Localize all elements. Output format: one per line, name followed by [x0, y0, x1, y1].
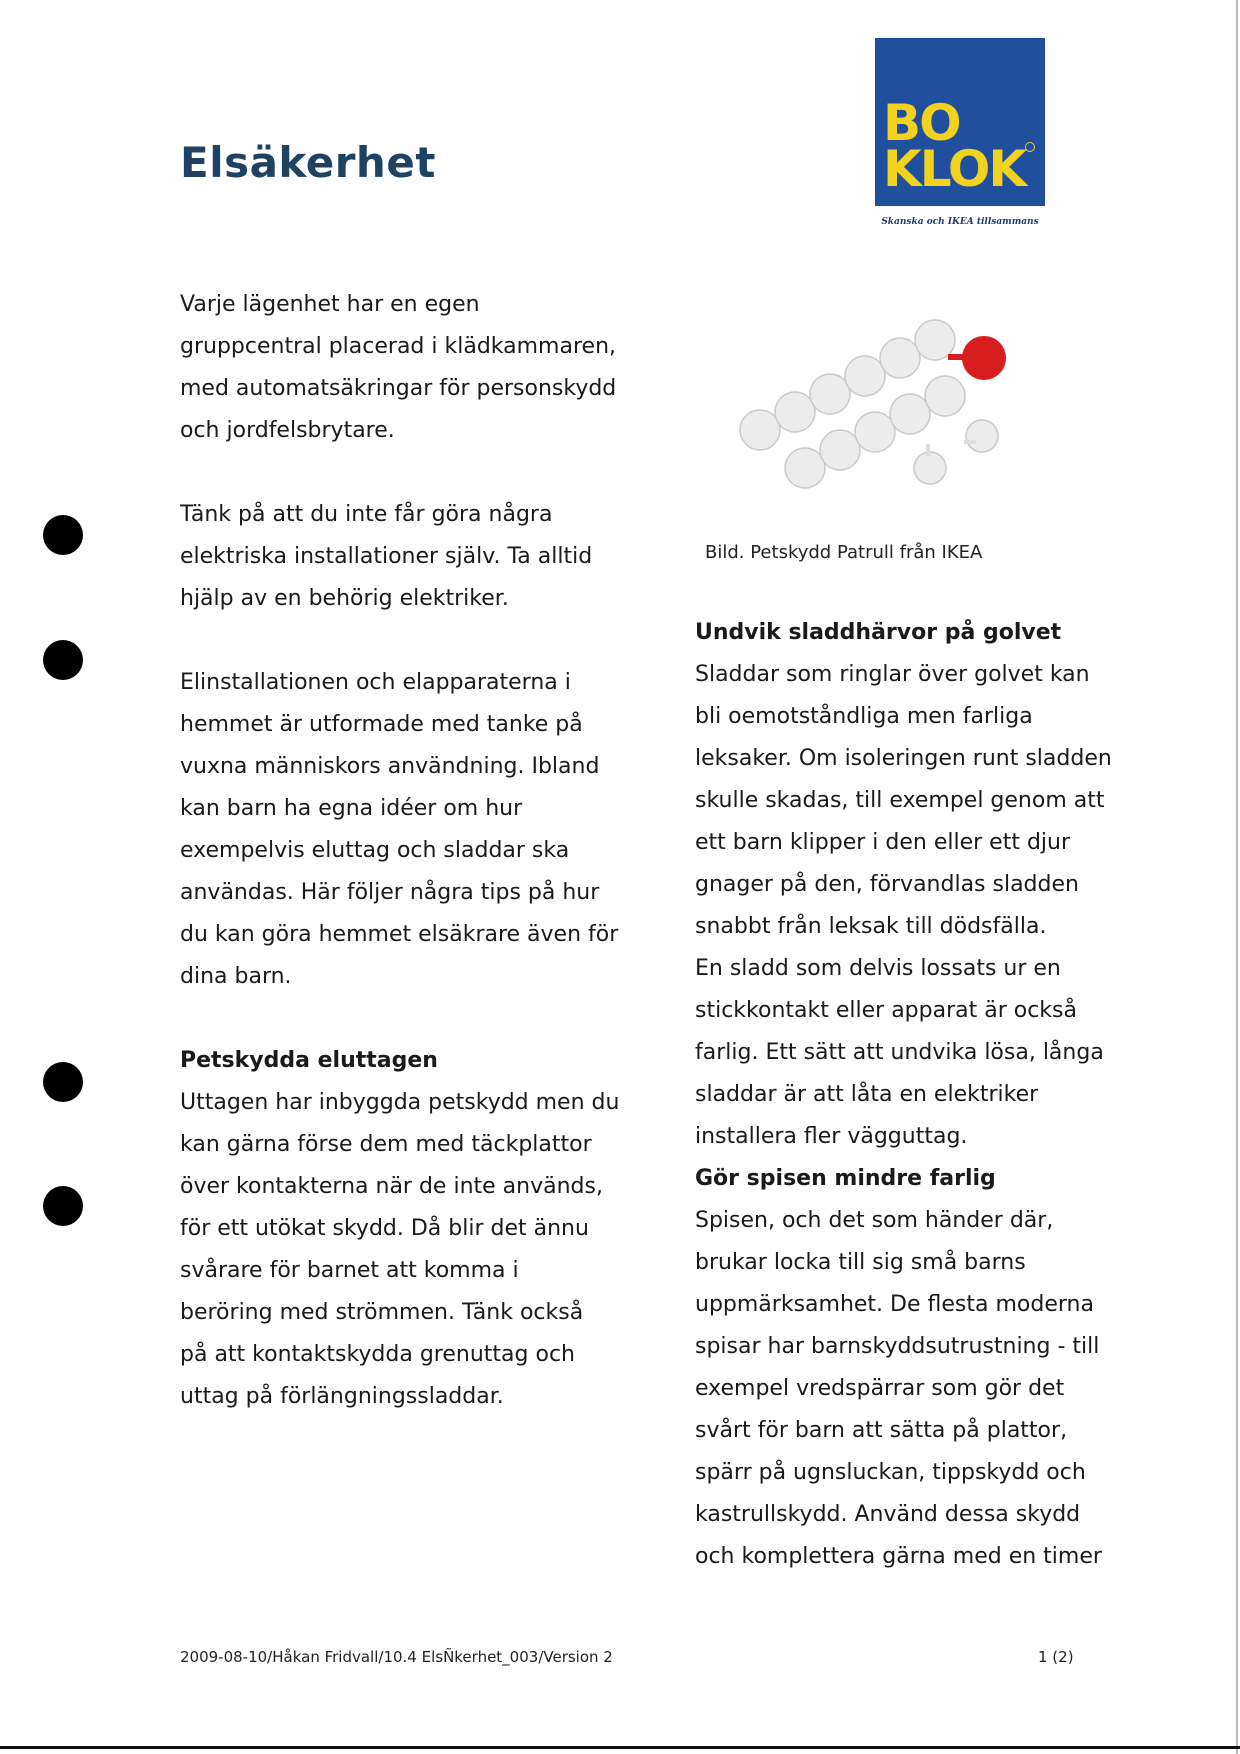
text-line: och jordfelsbrytare. [180, 418, 395, 443]
outlet-cover-photo [720, 310, 1040, 510]
text-line: Spisen, och det som händer där, [695, 1208, 1054, 1233]
outlet-cover [925, 376, 965, 416]
scan-bottom-edge [0, 1746, 1240, 1749]
stove-paragraph [695, 1200, 1165, 1578]
text-line: Sladdar som ringlar över golvet kan [695, 662, 1090, 687]
text-line: brukar locka till sig små barns [695, 1250, 1026, 1275]
outlet-plug [966, 420, 998, 452]
text-line: beröring med strömmen. Tänk också [180, 1300, 584, 1325]
text-line: sladdar är att låta en elektriker [695, 1082, 1039, 1107]
text-line: kan barn ha egna idéer om hur [180, 796, 523, 821]
logo-line-1: BO [883, 94, 960, 152]
section-heading: Petskydda eluttagen [180, 1048, 438, 1073]
text-line: vuxna människors användning. Ibland [180, 754, 600, 779]
text-line: dina barn. [180, 964, 292, 989]
text-line: leksaker. Om isoleringen runt sladden [695, 746, 1112, 771]
text-line: ett barn klipper i den eller ett djur [695, 830, 1071, 855]
scan-edge [1236, 0, 1238, 1754]
text-line: spärr på ugnsluckan, tippskydd och [695, 1460, 1086, 1485]
children-paragraph [180, 662, 660, 998]
binder-hole-icon [43, 1186, 83, 1226]
left-column [180, 284, 660, 1418]
right-column [695, 612, 1165, 1578]
text-line: gnager på den, förvandlas sladden [695, 872, 1079, 897]
text-line: installera fler vägguttag. [695, 1124, 968, 1149]
plug-pin [964, 440, 976, 444]
text-line: exempel vredspärrar som gör det [695, 1376, 1065, 1401]
text-line: svårare för barnet att komma i [180, 1258, 519, 1283]
section-heading: Gör spisen mindre farlig [695, 1166, 996, 1191]
text-line: En sladd som delvis lossats ur en [695, 956, 1061, 981]
page-title: Elsäkerhet [180, 138, 436, 187]
binder-hole-icon [43, 640, 83, 680]
outlet-cover [855, 412, 895, 452]
outlet-plug [914, 452, 946, 484]
section-heading: Undvik sladdhärvor på golvet [695, 620, 1062, 645]
outlet-cover [890, 394, 930, 434]
cords-paragraph [695, 654, 1165, 1158]
registered-mark-icon [1025, 142, 1035, 152]
text-line: bli oemotståndliga men farliga [695, 704, 1033, 729]
text-line: elektriska installationer själv. Ta alltid [180, 544, 593, 569]
red-cover-tab [948, 354, 964, 360]
text-line: kastrullskydd. Använd dessa skydd [695, 1502, 1081, 1527]
text-line: och komplettera gärna med en timer [695, 1544, 1102, 1569]
text-line: du kan göra hemmet elsäkrare även för [180, 922, 619, 947]
binder-hole-icon [43, 515, 83, 555]
text-line: på att kontaktskydda grenuttag och [180, 1342, 575, 1367]
outlet-cover [880, 338, 920, 378]
text-line: för ett utökat skydd. Då blir det ännu [180, 1216, 589, 1241]
text-line: användas. Här följer några tips på hur [180, 880, 600, 905]
installation-paragraph [180, 494, 660, 620]
outlet-protection-paragraph [180, 1082, 660, 1418]
logo-line-2: KLOK [883, 140, 1026, 198]
text-line: Tänk på att du inte får göra några [180, 502, 553, 527]
outlet-cover [785, 448, 825, 488]
text-line: Varje lägenhet har en egen [180, 292, 480, 317]
page-number: 1 (2) [1038, 1648, 1074, 1666]
text-line: kan gärna förse dem med täckplattor [180, 1132, 592, 1157]
outlet-cover [775, 392, 815, 432]
intro-paragraph [180, 284, 660, 452]
text-line: hjälp av en behörig elektriker. [180, 586, 509, 611]
text-line: över kontakterna när de inte används, [180, 1174, 603, 1199]
logo-tagline: Skanska och IKEA tillsammans [881, 217, 1039, 227]
text-line: Elinstallationen och elapparaterna i [180, 670, 571, 695]
outlet-cover [820, 430, 860, 470]
outlet-cover [845, 356, 885, 396]
text-line: exempelvis eluttag och sladdar ska [180, 838, 570, 863]
text-line: med automatsäkringar för personskydd [180, 376, 617, 401]
text-line: stickkontakt eller apparat är också [695, 998, 1077, 1023]
figure-caption: Bild. Petskydd Patrull från IKEA [705, 542, 983, 563]
red-outlet-cover [962, 336, 1006, 380]
text-line: skulle skadas, till exempel genom att [695, 788, 1105, 813]
text-line: uppmärksamhet. De flesta moderna [695, 1292, 1094, 1317]
outlet-cover [740, 410, 780, 450]
text-line: svårt för barn att sätta på plattor, [695, 1418, 1068, 1443]
text-line: gruppcentral placerad i klädkammaren, [180, 334, 617, 359]
outlet-cover [810, 374, 850, 414]
text-line: farlig. Ett sätt att undvika lösa, långa [695, 1040, 1104, 1065]
boklok-logo [875, 38, 1045, 206]
text-line: Uttagen har inbyggda petskydd men du [180, 1090, 620, 1115]
text-line: snabbt från leksak till dödsfälla. [695, 914, 1047, 939]
text-line: uttag på förlängningssladdar. [180, 1384, 504, 1409]
plug-pin [926, 444, 930, 456]
binder-hole-icon [43, 1062, 83, 1102]
text-line: spisar har barnskyddsutrustning - till [695, 1334, 1100, 1359]
text-line: hemmet är utformade med tanke på [180, 712, 583, 737]
document-reference: 2009-08-10/Håkan Fridvall/10.4 ElsÑkerhet_003/Version 2 [180, 1648, 613, 1666]
